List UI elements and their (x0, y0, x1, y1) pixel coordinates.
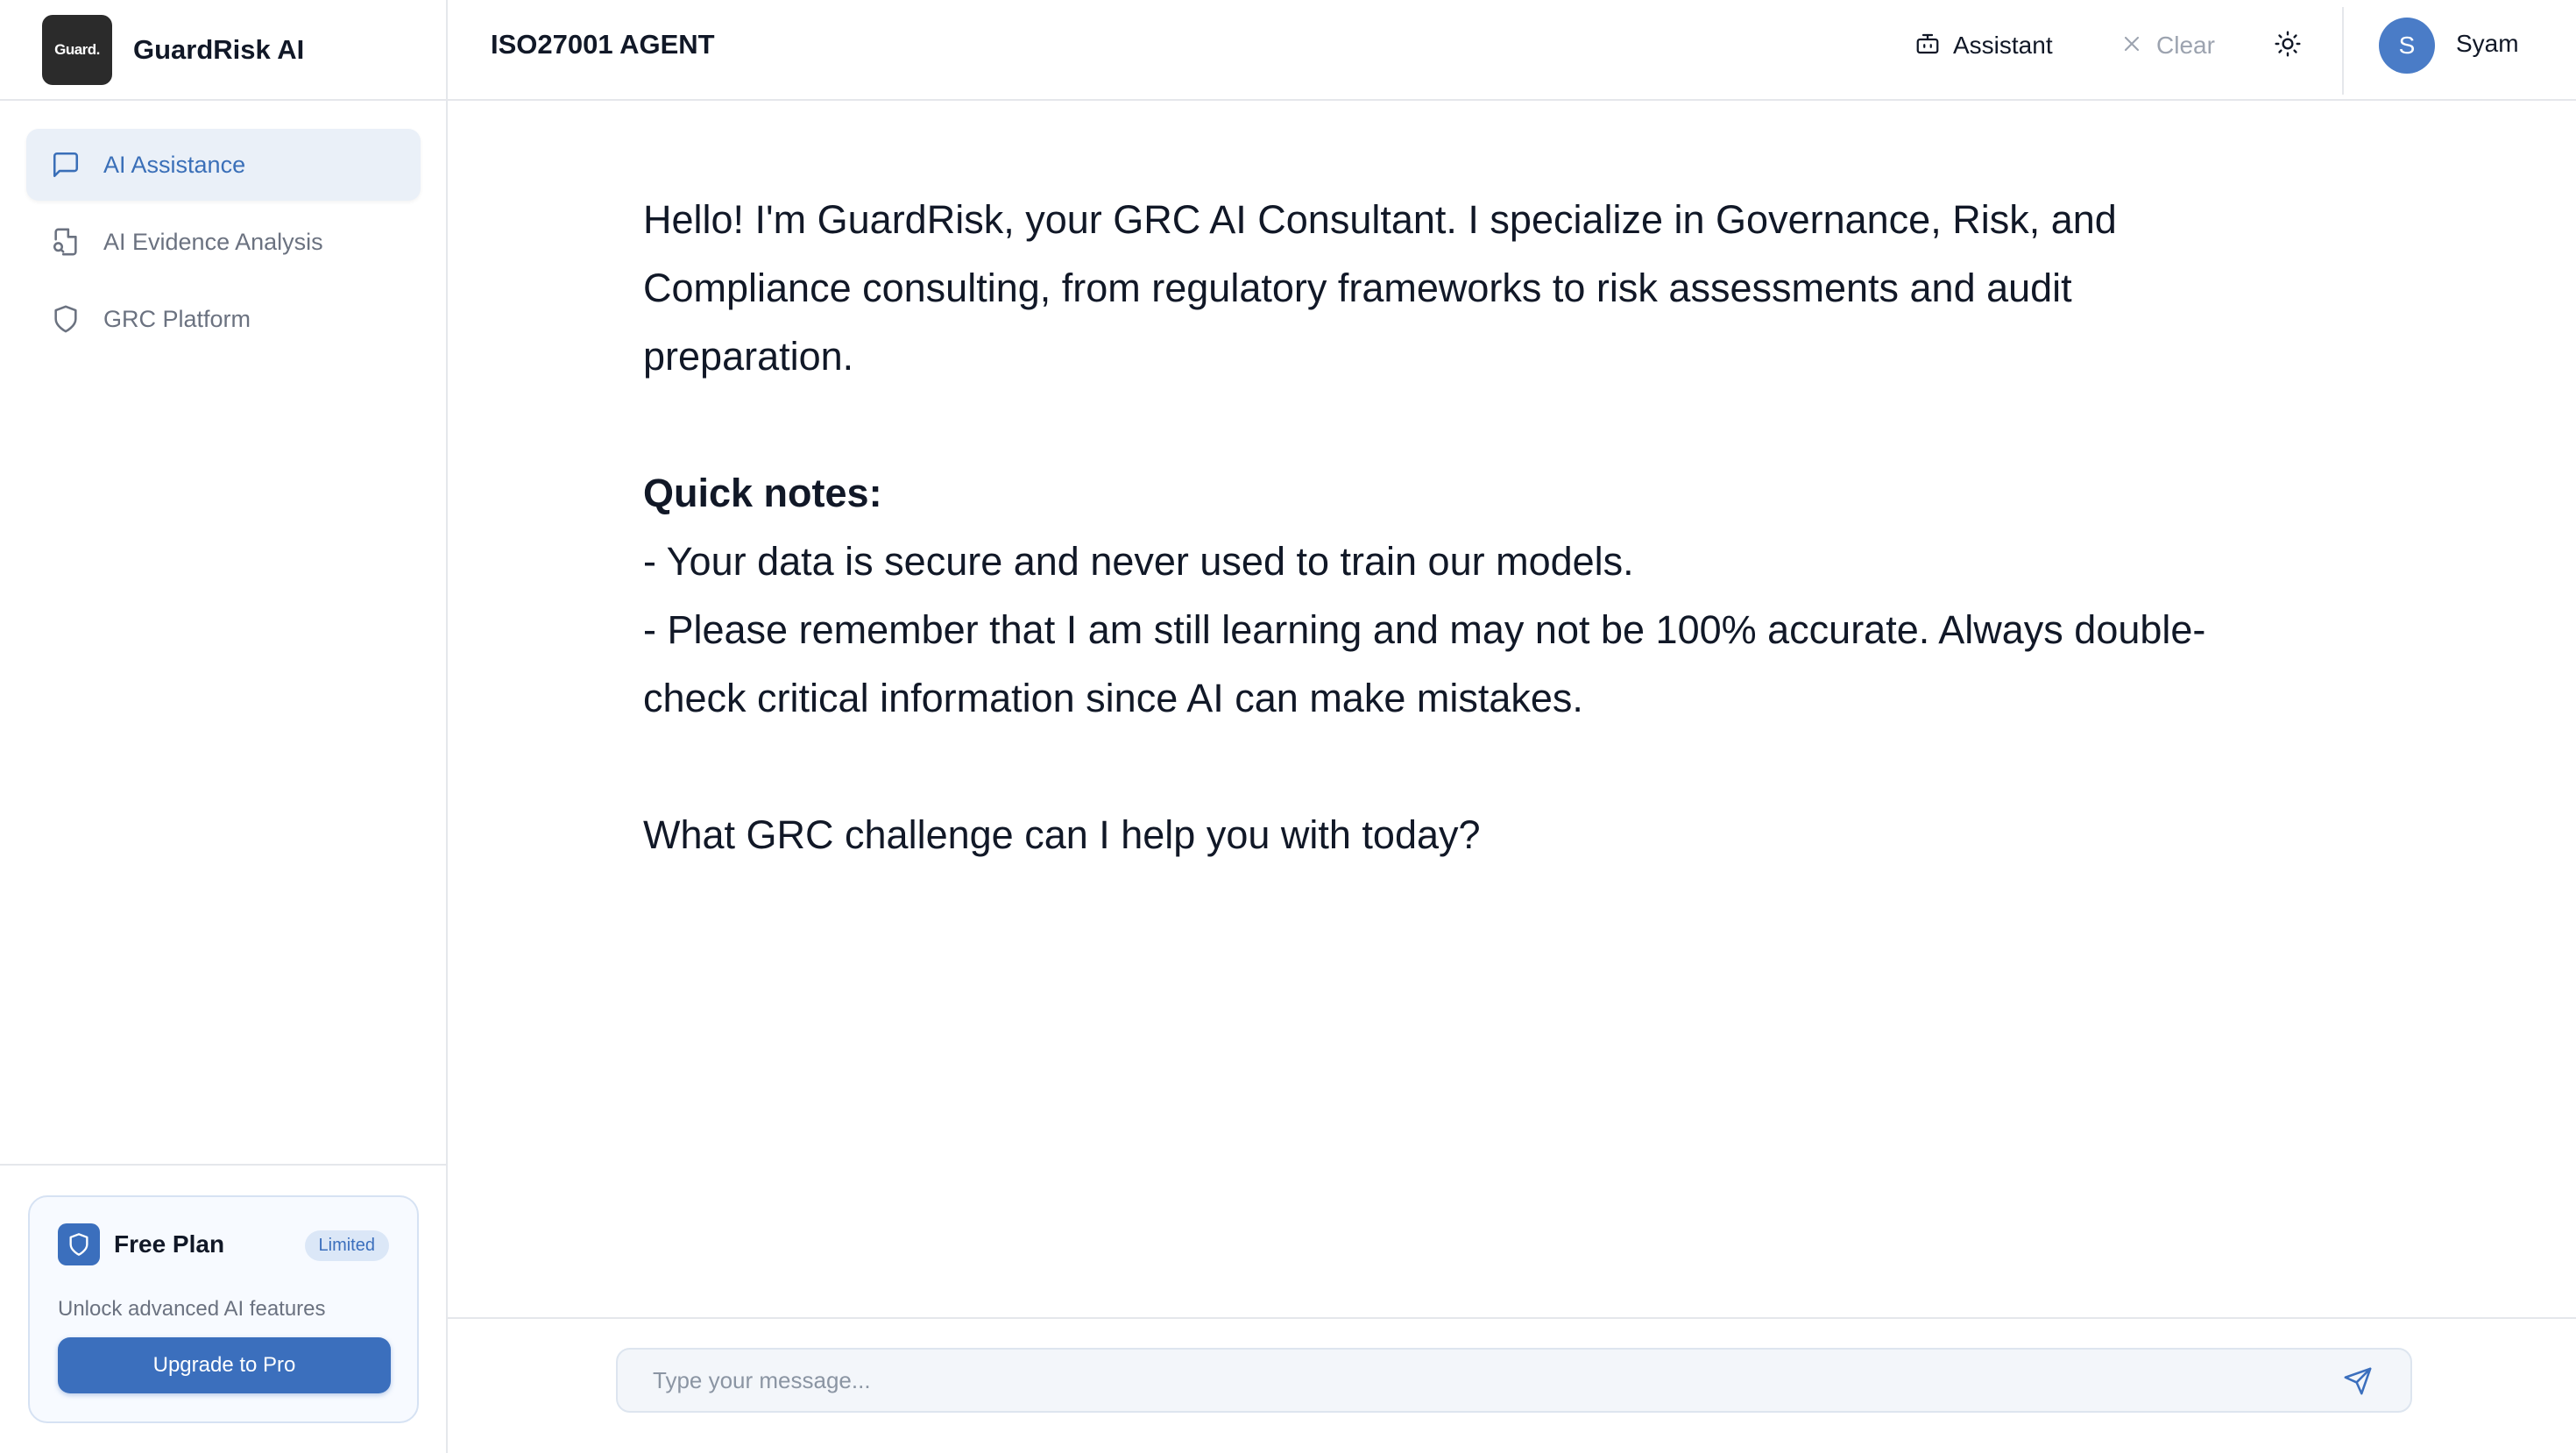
intro-text-line: Hello! I'm GuardRisk, your GRC AI Consultant. I specialize in Governance, Risk, and (643, 197, 2117, 242)
theme-toggle-button[interactable] (2267, 25, 2309, 67)
sidebar-item-ai-assistance[interactable] (26, 129, 421, 201)
sidebar-item-label: GRC Platform (103, 305, 251, 332)
file-search-icon (51, 227, 81, 257)
bot-icon (1914, 31, 1941, 61)
plan-description: Unlock advanced AI features (58, 1297, 326, 1321)
header-divider (2342, 7, 2344, 95)
page-title: ISO27001 AGENT (491, 29, 715, 60)
assistant-button[interactable] (1914, 25, 2053, 67)
sidebar (0, 0, 448, 1453)
avatar[interactable]: S (2379, 18, 2435, 74)
chat-message (643, 186, 2413, 869)
message-composer (616, 1348, 2412, 1413)
intro-text-line: preparation. (643, 334, 854, 379)
plan-title: Free Plan (114, 1230, 225, 1258)
top-header (448, 0, 2576, 101)
notes-heading: Quick notes: (643, 471, 882, 515)
sidebar-item-grc-platform[interactable] (26, 283, 421, 355)
spacer (643, 391, 2413, 459)
sidebar-footer (0, 1164, 446, 1453)
brand-name: GuardRisk AI (133, 33, 305, 65)
spacer (643, 733, 2413, 801)
sidebar-item-label: AI Assistance (103, 151, 246, 178)
close-icon (2120, 32, 2144, 60)
sidebar-item-ai-evidence-analysis[interactable] (26, 206, 421, 278)
send-button[interactable] (2342, 1365, 2374, 1397)
user-name[interactable]: Syam (2456, 30, 2519, 57)
plan-header (58, 1223, 224, 1265)
clear-label: Clear (2156, 32, 2215, 59)
sidebar-item-label: AI Evidence Analysis (103, 228, 323, 255)
assistant-label: Assistant (1953, 32, 2053, 59)
intro-text-line: Compliance consulting, from regulatory frameworks to risk assessments and audit (643, 266, 2072, 310)
prompt-question: What GRC challenge can I help you with today? (643, 812, 1481, 857)
upgrade-button[interactable]: Upgrade to Pro (58, 1337, 391, 1393)
note-item: - Your data is secure and never used to train our models. (643, 539, 1634, 584)
plan-card (28, 1195, 419, 1423)
sun-icon (2274, 30, 2302, 62)
clear-button[interactable] (2120, 25, 2215, 67)
shield-icon (58, 1223, 100, 1265)
note-item: check critical information since AI can make mistakes. (643, 676, 1583, 720)
note-item: - Please remember that I am still learning and may not be 100% accurate. Always double- (643, 607, 2206, 652)
message-square-icon (51, 150, 81, 180)
plan-badge: Limited (305, 1230, 389, 1261)
shield-icon (51, 304, 81, 334)
send-icon (2343, 1366, 2373, 1396)
sidebar-nav (26, 129, 421, 360)
brand-logo: Guard. (42, 15, 112, 85)
message-input[interactable] (653, 1367, 2300, 1394)
composer-bar (448, 1317, 2576, 1453)
brand-header (0, 0, 446, 101)
